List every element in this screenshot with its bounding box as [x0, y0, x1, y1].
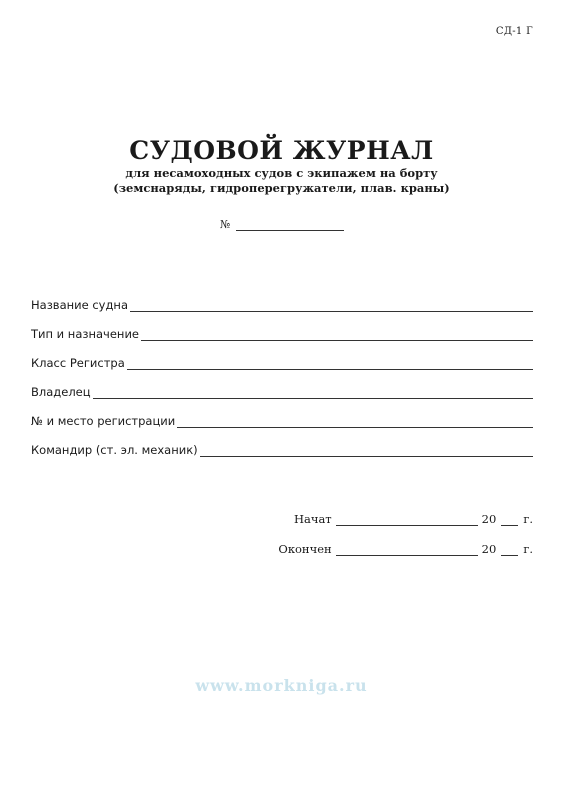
document-subtitle-line1: для несамоходных судов с экипажем на борту: [125, 166, 438, 180]
journal-number-row: [220, 218, 344, 231]
start-year-suffix: г.: [523, 512, 533, 526]
start-date-row: [294, 512, 533, 526]
end-date-label: Окончен: [278, 542, 332, 556]
end-year-suffix: г.: [523, 542, 533, 556]
start-year-prefix: 20: [481, 512, 497, 526]
vessel-type-input-line[interactable]: [141, 330, 533, 341]
start-date-label: Начат: [293, 512, 332, 526]
title-block: [0, 136, 563, 196]
vessel-info-fields: [31, 283, 533, 457]
field-commander: [31, 428, 533, 457]
field-register-class: [31, 341, 533, 370]
field-vessel-name: [31, 283, 533, 312]
commander-input-line[interactable]: [200, 446, 533, 457]
field-label: Командир (ст. эл. механик): [31, 443, 198, 457]
field-label: Владелец: [31, 385, 91, 399]
registration-input-line[interactable]: [177, 417, 533, 428]
end-date-row: [278, 542, 533, 556]
journal-number-field[interactable]: [236, 218, 344, 231]
document-subtitle-line2: (земснаряды, гидроперегружатели, плав. краны): [113, 181, 450, 195]
number-sign-label: №: [220, 218, 231, 231]
field-registration: [31, 399, 533, 428]
start-year-input-line[interactable]: [501, 515, 518, 526]
end-year-prefix: 20: [481, 542, 497, 556]
document-title: СУДОВОЙ ЖУРНАЛ: [129, 136, 434, 165]
register-class-input-line[interactable]: [127, 359, 533, 370]
field-label: № и место регистрации: [31, 414, 176, 428]
field-label: Класс Регистра: [31, 356, 125, 370]
vessel-name-input-line[interactable]: [130, 301, 533, 312]
end-date-input-line[interactable]: [336, 545, 478, 556]
field-vessel-type: [31, 312, 533, 341]
field-label: Тип и назначение: [31, 327, 139, 341]
field-label: Название судна: [31, 298, 129, 312]
owner-input-line[interactable]: [93, 388, 533, 399]
site-watermark: www.morkniga.ru: [195, 676, 368, 695]
document-code: СД-1 Г: [495, 26, 533, 37]
start-date-input-line[interactable]: [336, 515, 478, 526]
end-year-input-line[interactable]: [501, 545, 518, 556]
field-owner: [31, 370, 533, 399]
